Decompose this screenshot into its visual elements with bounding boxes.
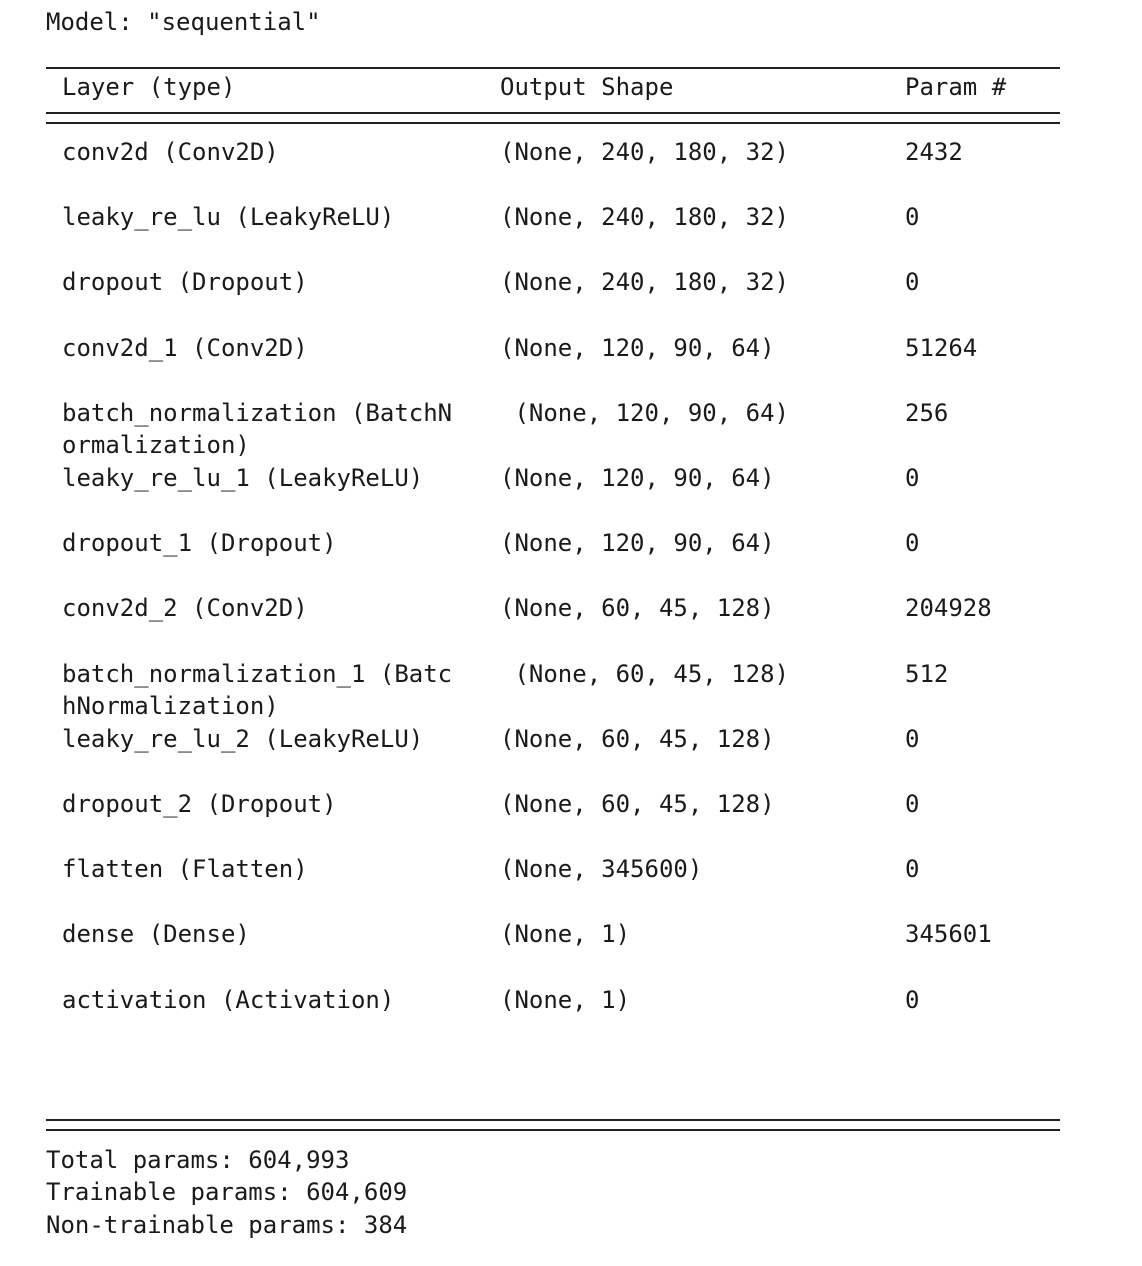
layer-name: conv2d_2 (Conv2D) [62, 594, 308, 623]
output-shape: (None, 60, 45, 128) [500, 594, 775, 623]
param-count: 256 [905, 398, 949, 427]
table-row [0, 201, 1142, 266]
param-count: 0 [905, 790, 920, 818]
output-shape: (None, 1) [500, 920, 631, 949]
output-shape: (None, 240, 180, 32) [500, 268, 789, 297]
output-shape: (None, 60, 45, 128) [500, 790, 775, 818]
param-count: 0 [905, 529, 920, 558]
output-shape: (None, 345600) [500, 855, 703, 884]
table-row [0, 918, 1142, 983]
param-count: 0 [905, 724, 920, 753]
footer-double-rule [46, 1119, 1060, 1131]
output-shape: (None, 240, 180, 32) [500, 203, 789, 232]
output-shape: (None, 1) [500, 985, 631, 1014]
param-count: 0 [905, 985, 920, 1014]
table-row [0, 788, 1142, 853]
table-row [0, 723, 1142, 788]
column-header-layer: Layer (type) [62, 73, 236, 101]
table-row [0, 984, 1142, 1049]
param-count: 2432 [905, 138, 963, 166]
non-trainable-params: Non-trainable params: 384 [46, 1211, 408, 1239]
layer-name: dropout_1 (Dropout) [62, 529, 337, 558]
table-row [0, 462, 1142, 527]
param-count: 0 [905, 464, 920, 492]
table-row [0, 136, 1142, 201]
param-count: 0 [905, 855, 920, 884]
table-row [0, 527, 1142, 592]
layer-name: conv2d_1 (Conv2D) [62, 333, 308, 362]
table-row [0, 658, 1142, 723]
param-count: 512 [905, 659, 949, 688]
output-shape: (None, 60, 45, 128) [500, 724, 775, 753]
table-row [0, 332, 1142, 397]
trainable-params: Trainable params: 604,609 [46, 1178, 408, 1206]
header-double-rule [46, 112, 1060, 124]
table-row [0, 266, 1142, 331]
output-shape: (None, 120, 90, 64) [500, 398, 789, 427]
layer-name: conv2d (Conv2D) [62, 138, 279, 166]
output-shape: (None, 240, 180, 32) [500, 138, 789, 166]
param-count: 204928 [905, 594, 992, 623]
layer-name: dropout (Dropout) [62, 268, 308, 297]
param-count: 0 [905, 268, 920, 297]
layer-name: batch_normalization (BatchN ormalization) [62, 398, 453, 459]
output-shape: (None, 120, 90, 64) [500, 333, 775, 362]
param-count: 345601 [905, 920, 992, 949]
layer-name: activation (Activation) [62, 985, 395, 1014]
layer-name: batch_normalization_1 (Batc hNormalization) [62, 659, 453, 720]
total-params: Total params: 604,993 [46, 1146, 350, 1174]
column-header-output-shape: Output Shape [500, 73, 674, 101]
output-shape: (None, 120, 90, 64) [500, 464, 775, 492]
output-shape: (None, 120, 90, 64) [500, 529, 775, 558]
layer-name: flatten (Flatten) [62, 855, 308, 884]
layer-name: leaky_re_lu_2 (LeakyReLU) [62, 724, 424, 753]
table-row [0, 592, 1142, 657]
model-title: Model: "sequential" [46, 8, 321, 36]
layer-name: dense (Dense) [62, 920, 250, 949]
layer-name: leaky_re_lu_1 (LeakyReLU) [62, 464, 424, 492]
table-row [0, 397, 1142, 462]
layer-name: leaky_re_lu (LeakyReLU) [62, 203, 395, 232]
param-count: 0 [905, 203, 920, 232]
param-count: 51264 [905, 333, 978, 362]
output-shape: (None, 60, 45, 128) [500, 659, 789, 688]
table-row [0, 853, 1142, 918]
header-top-rule [46, 67, 1060, 69]
column-header-params: Param # [905, 73, 1007, 101]
layer-name: dropout_2 (Dropout) [62, 790, 337, 818]
